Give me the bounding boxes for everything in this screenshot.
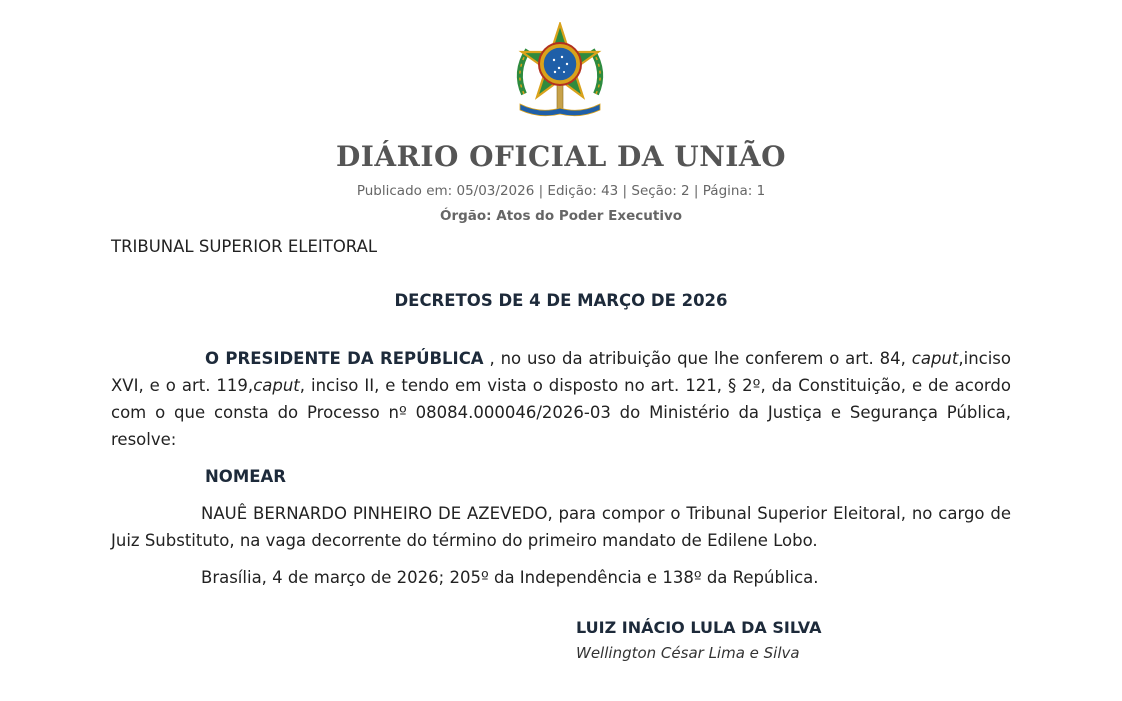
decree-preamble [111, 345, 1011, 453]
orgao-label: Órgão: Atos do Poder Executivo [439, 208, 683, 224]
action-nomear: NOMEAR [205, 467, 287, 486]
coat-of-arms-icon [510, 22, 610, 118]
president-label: O PRESIDENTE DA REPÚBLICA [205, 349, 484, 368]
cosigner-name: Wellington César Lima e Silva [576, 644, 800, 662]
preamble-text-2: ,inciso XVI, e o art. 119, [111, 349, 1011, 395]
signer-name: LUIZ INÁCIO LULA DA SILVA [576, 618, 822, 637]
institution-name: TRIBUNAL SUPERIOR ELEITORAL [111, 237, 378, 256]
appointment-text: NAUÊ BERNARDO PINHEIRO DE AZEVEDO, para compor o Tribunal Superior Eleitoral, no cargo de Juiz Substituto, na vaga decorrente do término do primeiro mandato de Edilene Lobo. [111, 504, 1011, 550]
decree-heading: DECRETOS DE 4 DE MARÇO DE 2026 [394, 291, 728, 310]
preamble-text-1: , no uso da atribuição que lhe conferem o art. 84, [483, 349, 912, 368]
publication-meta: Publicado em: 05/03/2026 | Edição: 43 | Seção: 2 | Página: 1 [356, 183, 766, 199]
closing-text: Brasília, 4 de março de 2026; 205º da Independência e 138º da República. [201, 568, 819, 587]
preamble-caput-2: caput [253, 376, 300, 395]
page-title: DIÁRIO OFICIAL DA UNIÃO [336, 140, 786, 173]
preamble-caput-1: caput [911, 349, 959, 368]
preamble-text-3: , inciso II, e tendo em vista o disposto no art. 121, § 2º, da Constituição, e de acordo com o que consta do Processo nº 08084.000046/2026-03 do Ministério da Justiça e Segurança Pública, resolve: [111, 376, 1011, 449]
